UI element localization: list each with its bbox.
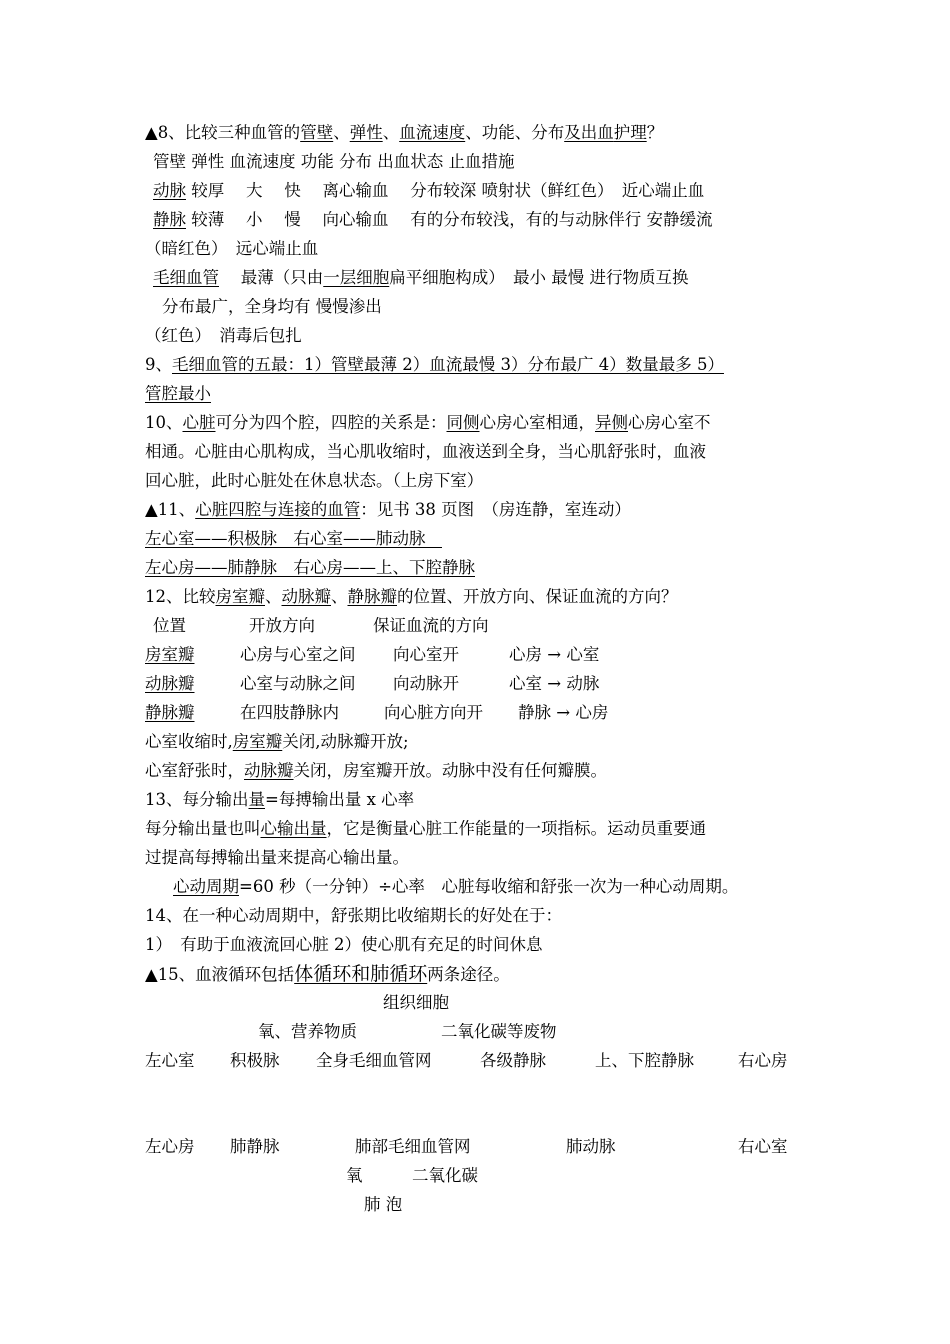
q13-cycle: 心动周期=60 秒（一分钟）÷心率 心脏每收缩和舒张一次为一种心动周期。 — [173, 877, 739, 896]
q12-row1-pos: 心房与心室之间 — [240, 645, 356, 664]
q10-line1: 10、心脏可分为四个腔，四腔的关系是：同侧心房心室相通，异侧心房心室不 — [145, 413, 711, 432]
q13-line1: 每分输出量也叫心输出量，它是衡量心脏工作能量的一项指标。运动员重要通 — [145, 819, 706, 838]
diagram-right-atrium: 右心房 — [738, 1051, 788, 1070]
diagram-aorta: 积极脉 — [230, 1051, 280, 1070]
q12-row2-dir: 向动脉开 — [393, 674, 459, 693]
q11-heading: ▲11、心脏四腔与连接的血管：见书 38 页图 （房连静，室连动） — [145, 500, 631, 519]
diagram-co2: 二氧化碳 — [412, 1166, 478, 1185]
q12-row1-flow: 心房 → 心室 — [509, 645, 600, 664]
q9-line: 9、毛细血管的五最：1）管壁最薄 2）血流最慢 3）分布最广 4）数量最多 5） — [145, 355, 724, 374]
q12-col-flow: 保证血流的方向 — [373, 616, 489, 635]
diagram-vena-cava: 上、下腔静脉 — [595, 1051, 694, 1070]
q12-row1-dir: 向心室开 — [393, 645, 459, 664]
diagram-left-ventricle: 左心室 — [145, 1051, 195, 1070]
diagram-body-capillaries: 全身毛细血管网 — [316, 1051, 432, 1070]
diagram-left-atrium: 左心房 — [145, 1137, 195, 1156]
q12-row2-name: 动脉瓣 — [145, 674, 195, 693]
diagram-veins: 各级静脉 — [480, 1051, 546, 1070]
q11-row2: 左心房——肺静脉 右心房——上、下腔静脉 — [145, 558, 475, 577]
q8-columns: 管壁 弹性 血流速度 功能 分布 出血状态 止血措施 — [153, 152, 515, 171]
q12-row3-flow: 静脉 → 心房 — [518, 703, 609, 722]
q8-capillary-row: 毛细血管 最薄（只由一层细胞扁平细胞构成） 最小 最慢 进行物质互换 — [153, 268, 689, 287]
q8-capillary-cont2: （红色） 消毒后包扎 — [145, 326, 302, 345]
diagram-alveoli: 肺 泡 — [364, 1195, 403, 1214]
diagram-tissue-cells: 组织细胞 — [383, 993, 449, 1012]
q12-systole: 心室收缩时,房室瓣关闭,动脉瓣开放; — [145, 732, 409, 751]
q12-row1-name: 房室瓣 — [145, 645, 195, 664]
q12-row3-dir: 向心脏方向开 — [384, 703, 483, 722]
q8-vein-row-cont: （暗红色） 远心端止血 — [145, 239, 319, 258]
q10-line2: 相通。心脏由心肌构成，当心肌收缩时，血液送到全身，当心肌舒张时，血液 — [145, 442, 706, 461]
q12-row2-pos: 心室与动脉之间 — [240, 674, 356, 693]
diagram-lung-capillaries: 肺部毛细血管网 — [355, 1137, 471, 1156]
q9-line-cont: 管腔最小 — [145, 384, 211, 403]
q12-heading: 12、比较房室瓣、动脉瓣、静脉瓣的位置、开放方向、保证血流的方向？ — [145, 587, 678, 606]
q12-row2-flow: 心室 → 动脉 — [509, 674, 600, 693]
diagram-oxygen: 氧 — [346, 1166, 363, 1185]
q8-vein-row: 静脉 较薄 小 慢 向心输血 有的分布较浅，有的与动脉伴行 安静缓流 — [153, 210, 713, 229]
q12-col-position: 位置 — [153, 616, 186, 635]
q11-row1: 左心室——积极脉 右心室——肺动脉 — [145, 529, 442, 548]
diagram-oxygen-nutrients: 氧、营养物质 — [258, 1022, 357, 1041]
diagram-pulmonary-artery: 肺动脉 — [566, 1137, 616, 1156]
q10-line3: 回心脏，此时心脏处在休息状态。（上房下室） — [145, 471, 484, 490]
q12-col-direction: 开放方向 — [249, 616, 315, 635]
diagram-pulmonary-vein: 肺静脉 — [230, 1137, 280, 1156]
diagram-right-ventricle: 右心室 — [738, 1137, 788, 1156]
q14-heading: 14、在一种心动周期中，舒张期比收缩期长的好处在于： — [145, 906, 562, 925]
diagram-co2-waste: 二氧化碳等废物 — [441, 1022, 557, 1041]
q8-capillary-cont: 分布最广，全身均有 慢慢渗出 — [162, 297, 382, 316]
q12-row3-pos: 在四肢静脉内 — [240, 703, 339, 722]
q8-artery-row: 动脉 较厚 大 快 离心输血 分布较深 喷射状（鲜红色） 近心端止血 — [153, 181, 705, 200]
q15-heading: ▲15、血液循环包括体循环和肺循环两条途径。 — [145, 963, 510, 985]
q12-diastole: 心室舒张时，动脉瓣关闭，房室瓣开放。动脉中没有任何瓣膜。 — [145, 761, 607, 780]
q13-heading: 13、每分输出量=每搏输出量 x 心率 — [145, 790, 415, 809]
q12-row3-name: 静脉瓣 — [145, 703, 195, 722]
q14-answer: 1） 有助于血液流回心脏 2）使心肌有充足的时间休息 — [145, 935, 543, 954]
q8-heading: ▲8、比较三种血管的管壁、弹性、血流速度、功能、分布及出血护理？ — [145, 123, 664, 142]
q13-line2: 过提高每搏输出量来提高心输出量。 — [145, 848, 409, 867]
